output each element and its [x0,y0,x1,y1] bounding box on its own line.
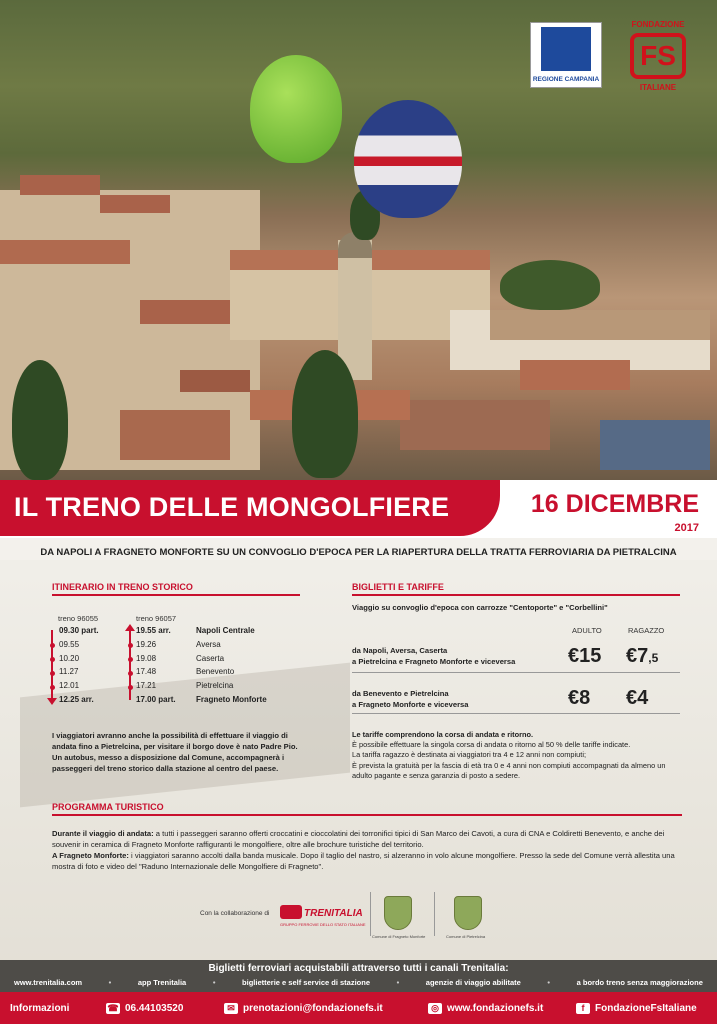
fare-notes: Le tariffe comprendono la corsa di andata e ritorno. È possibile effettuare la singola corsa di andata o ritorno al 50 % delle tariffe indicate. La tariffa ragazzo è destinata ai viaggiatori tra 4 e 12 anni non compiuti; È prevista la gratuità per la fascia di età tra 0 e 4 anni non compiuti accompagnati da almeno un adulto pagante e senza garanzia di posto a sedere. [352,730,666,780]
channel-item: app Trenitalia [137,978,187,987]
subtitle: DA NAPOLI A FRAGNETO MONFORTE SU UN CONVOGLIO D'EPOCA PER LA RIAPERTURA DELLA TRATTA FERROVIARIA DA PIETRALCINA [40,547,677,558]
program-heading: PROGRAMMA TURISTICO [52,802,164,812]
phone-contact[interactable]: ☎ 06.44103520 [107,1002,184,1014]
col-adult: ADULTO [572,626,602,635]
channel-item: agenzie di viaggio abilitate [425,978,521,987]
col-youth: RAGAZZO [628,626,665,635]
page-title: IL TRENO DELLE MONGOLFIERE [14,492,450,522]
channels-list: www.trenitalia.com • app Trenitalia • biglietterie e self service di stazione • agenzie di viaggio abilitate • a bordo treno senza maggiorazione [14,978,703,987]
channel-item: biglietterie e self service di stazione [242,978,370,987]
fare-route: da Napoli, Aversa, Caserta a Pietrelcina e Fragneto Monforte e viceversa [352,646,516,666]
website-link[interactable]: ◎ www.fondazionefs.it [428,1003,576,1014]
comune-fragneto-crest-icon [384,896,412,930]
channel-item: a bordo treno senza maggiorazione [576,978,703,987]
fare-route: da Benevento e Pietrelcina a Fragneto Monforte e viceversa [352,689,469,709]
tickets-heading: BIGLIETTI E TARIFFE [352,582,444,592]
trenitalia-logo: TRENITALIA GRUPPO FERROVIE DELLO STATO ITALIANE [280,902,360,928]
striped-balloon [354,100,462,218]
fare-youth: €7,5 [626,645,659,667]
title-bar [0,480,717,538]
green-balloon [250,55,342,163]
fare-youth: €4 [626,687,649,709]
channels-band [0,960,717,992]
regione-campania-logo: REGIONE CAMPANIA [530,22,602,88]
mail-icon: ✉ [224,1003,238,1014]
channels-title: Biglietti ferroviari acquistabili attraverso tutti i canali Trenitalia: [208,963,509,974]
itinerary-note: I viaggiatori avranno anche la possibilità di effettuare il viaggio di andata fino a Pietrelcina, per visitare il borgo dove è nato Padre Pio. Un autobus, messo a disposizione dal Comune, accompagnerà i passeggeri del treno storico dalla stazione al centro del paese. [52,731,298,773]
outbound-arrow-icon [47,698,57,705]
collab-label: Con la collaborazione di [200,910,270,917]
train-numbers: treno 96055 treno 96057 [58,614,177,623]
event-year: 2017 [674,522,699,534]
facebook-icon: f [576,1003,590,1014]
info-label: Informazioni [10,1002,70,1014]
fare-adult: €8 [568,687,591,709]
facebook-link[interactable]: f FondazioneFsItaliane [576,1003,697,1014]
fondazione-fs-logo: FONDAZIONE FS ITALIANE [631,20,685,92]
event-date: 16 DICEMBRE [530,490,699,518]
email-contact[interactable]: ✉ prenotazioni@fondazionefs.it [224,1003,428,1014]
comune-pietrelcina-crest-icon [454,896,482,930]
phone-icon: ☎ [107,1002,119,1013]
channel-item[interactable]: www.trenitalia.com [14,978,83,987]
program-text: Durante il viaggio di andata: a tutti i passeggeri saranno offerti croccatini e cioccolatini dei torronifici tipici di San Marco dei Cavoti, a cura di CNA e Coldiretti Benevento, e anche dei souvenir in ceramica di Fragneto Monforte raffiguranti le mongolfiere, oltre alle brochure turistiche del territorio. A Fragneto Monforte: i viaggiatori saranno accolti dalla banda musicale. Dopo il taglio del nastro, si alzeranno in volo alcune mongolfiere. Presso la sede del Comune verrà allestita una mostra di foto e video del "Raduno Internazionale delle Mongolfiere di Fragneto". [52,829,675,871]
contact-band [0,992,717,1024]
hero-photo [0,0,717,480]
fare-adult: €15 [568,645,602,667]
itinerary-heading: ITINERARIO IN TRENO STORICO [52,582,193,592]
globe-icon: ◎ [428,1003,442,1014]
tickets-intro: Viaggio su convoglio d'epoca con carrozze "Centoporte" e "Corbellini" [352,603,608,612]
